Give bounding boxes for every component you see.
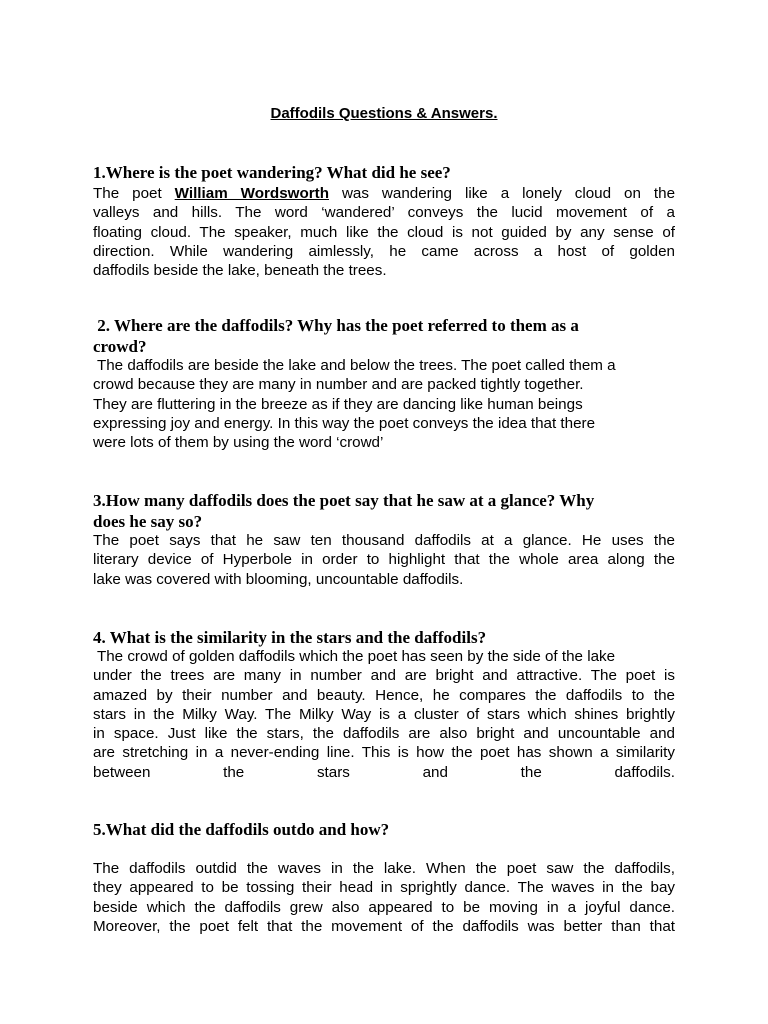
answer-5-line: The daffodils outdid the waves in the lake. When the poet saw the daffodils, [93, 860, 675, 877]
answer-1-text: was wandering like a lonely cloud on the [328, 185, 676, 202]
answer-2-line: were lots of them by using the word ‘crowd’ [93, 434, 384, 452]
document-title: Daffodils Questions & Answers. [270, 105, 498, 122]
question-2 [93, 315, 683, 357]
answer-4-line: amazed by their number and beauty. Hence, he compares the daffodils to the [93, 686, 675, 704]
author-name: William Wordsworth [174, 185, 329, 202]
answer-4-line: are stretching in a never-ending line. This is how the poet has shown a similarity [93, 744, 675, 762]
answer-1-line [93, 184, 675, 203]
answer-1-line: floating cloud. The speaker, much like the cloud is not guided by any sense of [93, 223, 675, 241]
answer-4 [93, 647, 675, 782]
question-5: 5.What did the daffodils outdo and how? [93, 820, 390, 839]
answer-1-line: valleys and hills. The word ‘wandered’ conveys the lucid movement of a [93, 204, 675, 222]
answer-5-line: Moreover, the poet felt that the movement of the daffodils was better than that [93, 917, 675, 935]
question-1: 1.Where is the poet wandering? What did he see? [93, 163, 451, 182]
answer-3-line: literary device of Hyperbole in order to highlight that the whole area along the [93, 551, 675, 569]
answer-1-text: The poet [93, 185, 175, 202]
answer-5 [93, 859, 675, 936]
question-3 [93, 490, 683, 532]
answer-4-line: in space. Just like the stars, the daffodils are also bright and uncountable and [93, 725, 675, 743]
question-3-line: 3.How many daffodils does the poet say that he saw at a glance? Why [93, 491, 595, 510]
answer-2 [93, 356, 675, 452]
answer-4-line: The crowd of golden daffodils which the poet has seen by the side of the lake [93, 648, 616, 665]
question-4: 4. What is the similarity in the stars and the daffodils? [93, 628, 487, 647]
answer-5-line: they appeared to be tossing their head in sprightly dance. The waves in the bay [93, 879, 675, 897]
answer-1-line: daffodils beside the lake, beneath the trees. [93, 262, 387, 280]
answer-1 [93, 184, 675, 280]
question-3-line: does he say so? [93, 512, 203, 531]
answer-3-line: lake was covered with blooming, uncountable daffodils. [93, 570, 464, 588]
answer-3-line: The poet says that he saw ten thousand daffodils at a glance. He uses the [93, 532, 675, 549]
answer-4-line: stars in the Milky Way. The Milky Way is a cluster of stars which shines brightly [93, 705, 675, 723]
answer-2-line: expressing joy and energy. In this way the poet conveys the idea that there [93, 414, 596, 432]
answer-4-line: between the stars and the daffodils. [93, 763, 675, 781]
answer-2-line: They are fluttering in the breeze as if they are dancing like human beings [93, 395, 583, 413]
question-2-line: 2. Where are the daffodils? Why has the poet referred to them as a [93, 316, 579, 335]
question-2-line: crowd? [93, 337, 147, 356]
answer-1-line: direction. While wandering aimlessly, he came across a host of golden [93, 242, 675, 260]
answer-3 [93, 531, 675, 589]
answer-2-line: crowd because they are many in number and are packed tightly together. [93, 376, 584, 394]
answer-4-line: under the trees are many in number and are bright and attractive. The poet is [93, 667, 675, 685]
answer-2-line: The daffodils are beside the lake and below the trees. The poet called them a [93, 357, 616, 374]
answer-5-line: beside which the daffodils grew also appeared to be moving in a joyful dance. [93, 898, 675, 916]
